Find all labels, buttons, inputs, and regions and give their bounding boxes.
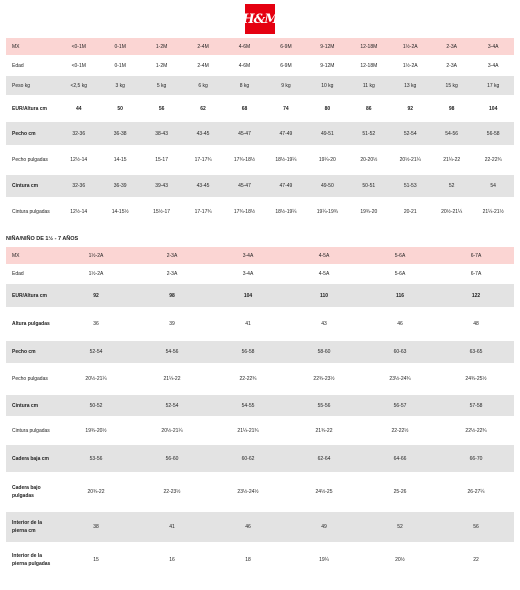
kids-size-table [6,247,514,578]
row-label: Altura pulgadas [6,307,58,341]
table-cell: 12½-14 [58,197,99,227]
table-row [6,542,514,578]
table-row [6,145,514,175]
row-label: MX [6,247,58,264]
table-cell: 41 [210,307,286,341]
table-cell: 21¼-21¾ [210,416,286,445]
table-cell: 52 [362,512,438,542]
row-label: Pecho cm [6,122,58,145]
table-cell: 3 kg [99,76,140,95]
table-cell: 17-17¾ [182,145,223,175]
table-cell: 8 kg [224,76,265,95]
hm-logo [242,4,278,34]
table-cell: 26-27¼ [438,472,514,512]
table-cell: 6-9M [265,38,306,55]
table-cell: 24¾-25½ [438,363,514,395]
table-cell: 51-53 [390,175,431,197]
row-label: Peso kg [6,76,58,95]
row-label: Pecho cm [6,341,58,363]
table-row [6,512,514,542]
table-cell: 104 [210,284,286,307]
table-cell: 98 [431,95,472,122]
table-cell: 98 [134,284,210,307]
table-cell: 44 [58,95,99,122]
table-cell: 15½-17 [141,197,182,227]
table-cell: 48 [438,307,514,341]
table-cell: 52-54 [390,122,431,145]
table-cell: 51-52 [348,122,389,145]
row-label: Edad [6,264,58,284]
table-cell: 39-43 [141,175,182,197]
table-cell: 21¼-21½ [472,197,514,227]
table-cell: 56-58 [472,122,514,145]
row-label: Pecho pulgadas [6,363,58,395]
table-cell: 19¾-20½ [58,416,134,445]
table-cell: 4-5A [286,247,362,264]
table-cell: 22¾-23½ [286,363,362,395]
row-label: MX [6,38,58,55]
table-row [6,307,514,341]
table-row [6,472,514,512]
table-cell: 2-3A [134,264,210,284]
table-cell: 56-60 [134,445,210,472]
table-cell: <0-1M [58,38,99,55]
table-cell: 23½-24¾ [362,363,438,395]
table-cell: 52-54 [134,395,210,416]
table-cell: 20½ [362,542,438,578]
row-label: Interior de la pierna cm [6,512,58,542]
row-label: Cadera bajo pulgadas [6,472,58,512]
table-cell: 45-47 [224,175,265,197]
table-cell: 1-2M [141,38,182,55]
table-cell: 5 kg [141,76,182,95]
table-cell: 2-4M [182,38,223,55]
table-cell: 1½-2A [390,38,431,55]
table-cell: 64-66 [362,445,438,472]
table-cell: 17 kg [472,76,514,95]
table-cell: 52 [431,175,472,197]
table-cell: 92 [58,284,134,307]
table-cell: 6-9M [265,55,306,76]
table-cell: 60-63 [362,341,438,363]
row-label: Cadera baja cm [6,445,58,472]
table-cell: 49-51 [307,122,348,145]
table-cell: 12-18M [348,38,389,55]
table-cell: 104 [472,95,514,122]
table-cell: 22½-22¾ [438,416,514,445]
row-label: EUR/Altura cm [6,284,58,307]
table-row [6,122,514,145]
table-cell: 19¼-19¾ [307,197,348,227]
table-cell: 17¾-18½ [224,145,265,175]
table-cell: 3-4A [472,55,514,76]
table-cell: 9 kg [265,76,306,95]
table-cell: 38-43 [141,122,182,145]
table-cell: 23½-24½ [210,472,286,512]
table-cell: 3-4A [472,38,514,55]
section-title: NIÑA/NIÑO DE 1½ - 7 AÑOS [6,236,79,242]
table-cell: 54-56 [431,122,472,145]
table-cell: 0-1M [99,38,140,55]
logo-text: H&M [242,11,278,27]
table-cell: 15 [58,542,134,578]
table-cell: 0-1M [99,55,140,76]
table-row [6,264,514,284]
table-cell: 4-6M [224,55,265,76]
table-row [6,395,514,416]
table-cell: 20½-21¼ [390,145,431,175]
table-cell: 46 [210,512,286,542]
table-cell: 58-60 [286,341,362,363]
table-cell: 80 [307,95,348,122]
table-cell: 66-70 [438,445,514,472]
table-cell: 5-6A [362,264,438,284]
table-cell: 22-22½ [362,416,438,445]
table-cell: 19¼ [286,542,362,578]
table-cell: 43-45 [182,175,223,197]
table-cell: 46 [362,307,438,341]
table-cell: 50-51 [348,175,389,197]
table-cell: 68 [224,95,265,122]
table-cell: 1½-2A [58,247,134,264]
table-cell: 54-55 [210,395,286,416]
table-cell: 39 [134,307,210,341]
table-cell: 20¾-22 [58,472,134,512]
row-label: Interior de la pierna pulgadas [6,542,58,578]
table-cell: 21¼-22 [431,145,472,175]
table-cell: 20½-21¼ [134,416,210,445]
table-cell: 21¾-22 [286,416,362,445]
table-cell: 36 [58,307,134,341]
table-cell: 2-3A [134,247,210,264]
table-cell: 57-58 [438,395,514,416]
table-cell: 5-6A [362,247,438,264]
row-label: Cintura pulgadas [6,197,58,227]
table-cell: 45-47 [224,122,265,145]
table-row [6,38,514,55]
table-cell: 19¼-20 [307,145,348,175]
table-row [6,95,514,122]
table-row [6,55,514,76]
table-cell: 25-26 [362,472,438,512]
table-cell: 1½-2A [390,55,431,76]
table-cell: 110 [286,284,362,307]
table-cell: <0-1M [58,55,99,76]
baby-size-table [6,38,514,227]
table-row [6,445,514,472]
table-cell: 21¼-22 [134,363,210,395]
table-cell: 56-57 [362,395,438,416]
table-cell: 92 [390,95,431,122]
table-cell: 36-38 [99,122,140,145]
table-cell: <2,5 kg [58,76,99,95]
table-cell: 24½-25 [286,472,362,512]
table-row [6,284,514,307]
table-cell: 56 [438,512,514,542]
table-cell: 2-4M [182,55,223,76]
row-label: Cintura cm [6,395,58,416]
table-cell: 60-62 [210,445,286,472]
table-row [6,76,514,95]
table-cell: 49-50 [307,175,348,197]
table-cell: 14-15 [99,145,140,175]
table-cell: 49 [286,512,362,542]
row-label: Pecho pulgadas [6,145,58,175]
row-label: EUR/Altura cm [6,95,58,122]
table-cell: 62 [182,95,223,122]
row-label: Edad [6,55,58,76]
table-cell: 3-4A [210,247,286,264]
table-cell: 50-52 [58,395,134,416]
table-cell: 6-7A [438,264,514,284]
table-cell: 22-22¾ [472,145,514,175]
table-cell: 2-3A [431,38,472,55]
table-cell: 86 [348,95,389,122]
table-cell: 47-49 [265,122,306,145]
table-cell: 47-49 [265,175,306,197]
table-cell: 15 kg [431,76,472,95]
table-cell: 22-22¾ [210,363,286,395]
table-cell: 6 kg [182,76,223,95]
table-cell: 43 [286,307,362,341]
table-cell: 1½-2A [58,264,134,284]
table-cell: 63-65 [438,341,514,363]
table-cell: 122 [438,284,514,307]
table-cell: 15-17 [141,145,182,175]
table-cell: 14-15½ [99,197,140,227]
table-cell: 41 [134,512,210,542]
table-cell: 54 [472,175,514,197]
table-cell: 16 [134,542,210,578]
table-row [6,175,514,197]
table-cell: 56-58 [210,341,286,363]
table-cell: 12-18M [348,55,389,76]
table-cell: 12½-14 [58,145,99,175]
table-cell: 20-20½ [348,145,389,175]
table-cell: 17-17¾ [182,197,223,227]
table-cell: 53-56 [58,445,134,472]
table-cell: 18½-19¼ [265,197,306,227]
table-cell: 50 [99,95,140,122]
table-cell: 36-39 [99,175,140,197]
table-cell: 2-3A [431,55,472,76]
table-row [6,197,514,227]
table-cell: 18 [210,542,286,578]
table-cell: 20½-21¼ [431,197,472,227]
table-cell: 74 [265,95,306,122]
table-cell: 9-12M [307,38,348,55]
table-cell: 56 [141,95,182,122]
table-row [6,363,514,395]
table-cell: 4-6M [224,38,265,55]
table-cell: 4-5A [286,264,362,284]
table-cell: 6-7A [438,247,514,264]
table-cell: 62-64 [286,445,362,472]
table-cell: 55-56 [286,395,362,416]
table-cell: 17¾-18½ [224,197,265,227]
table-cell: 9-12M [307,55,348,76]
table-cell: 1-2M [141,55,182,76]
table-cell: 52-54 [58,341,134,363]
table-row [6,247,514,264]
table-cell: 11 kg [348,76,389,95]
table-cell: 3-4A [210,264,286,284]
table-cell: 32-36 [58,122,99,145]
table-cell: 20½-21¼ [58,363,134,395]
table-cell: 19¾-20 [348,197,389,227]
table-cell: 43-45 [182,122,223,145]
table-cell: 20-21 [390,197,431,227]
table-cell: 22-23½ [134,472,210,512]
table-cell: 13 kg [390,76,431,95]
table-row [6,416,514,445]
table-cell: 22 [438,542,514,578]
table-cell: 54-56 [134,341,210,363]
table-cell: 32-36 [58,175,99,197]
table-row [6,341,514,363]
table-cell: 38 [58,512,134,542]
table-cell: 116 [362,284,438,307]
table-cell: 10 kg [307,76,348,95]
row-label: Cintura pulgadas [6,416,58,445]
row-label: Cintura cm [6,175,58,197]
table-cell: 18½-19¼ [265,145,306,175]
